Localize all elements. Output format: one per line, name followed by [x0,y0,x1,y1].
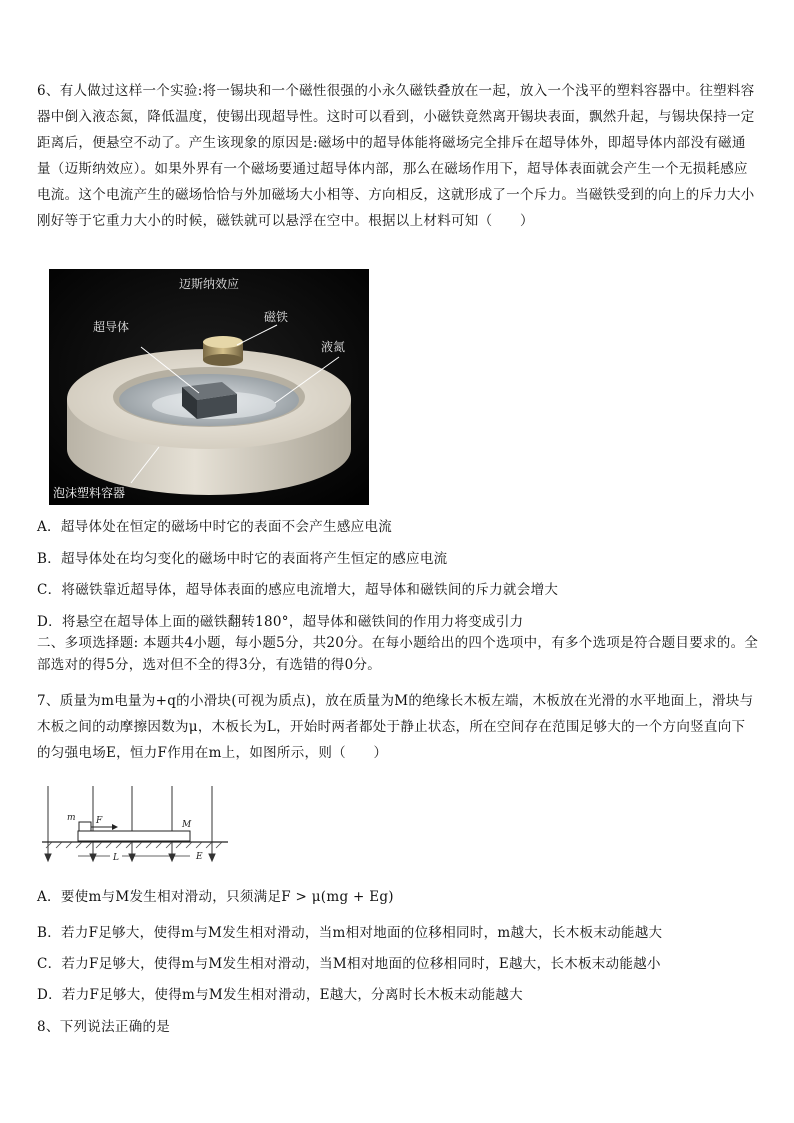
question-7-stem: 7、质量为m电量为+q的小滑块(可视为质点)，放在质量为M的绝缘长木板左端，木板放在光滑的水平地面上，滑块与木板之间的动摩擦因数为μ，木板长为L，开始时两者都处于静止状态，所在空间存在范围足够大的一个方向竖直向下的匀强电场E，恒力F作用在m上，如图所示，则（ ） [37,693,754,761]
meissner-effect-photo [49,269,369,505]
q6-option-d: D．将悬空在超导体上面的磁铁翻转180°，超导体和磁铁间的作用力将变成引力 [37,614,524,630]
label-liquid-nitrogen: 液氮 [321,340,346,354]
label-F: F [96,816,103,826]
label-L: L [113,853,119,863]
q6-option-b: B．超导体处在均匀变化的磁场中时它的表面将产生恒定的感应电流 [37,551,448,567]
label-magnet: 磁铁 [264,310,289,324]
label-E: E [196,852,203,862]
figure-title: 迈斯纳效应 [178,277,240,291]
q7-option-b: B．若力F足够大，使得m与M发生相对滑动，当m相对地面的位移相同时，m越大，长木板末动能越大 [37,925,663,941]
label-superconductor: 超导体 [93,320,130,334]
label-container: 泡沫塑料容器 [53,486,126,500]
sliding-block-diagram [38,784,234,870]
label-m: m [67,813,76,823]
section-2-heading: 二、多项选择题: 本题共4小题，每小题5分，共20分。在每小题给出的四个选项中，有多个选项是符合题目要求的。全部选对的得5分，选对但不全的得3分，有选错的得0分。 [37,635,759,673]
q7-option-d: D．若力F足够大，使得m与M发生相对滑动，E越大，分离时长木板末动能越大 [37,987,523,1003]
q6-option-a: A．超导体处在恒定的磁场中时它的表面不会产生感应电流 [37,519,393,535]
label-M: M [182,820,192,830]
q7-option-a: A．要使m与M发生相对滑动，只须满足F > μ(mg + Eg) [37,889,394,905]
q7-option-c: C．若力F足够大，使得m与M发生相对滑动，当M相对地面的位移相同时，E越大，长木板末动能越小 [37,956,661,972]
question-6-stem: 6、有人做过这样一个实验:将一锡块和一个磁性很强的小永久磁铁叠放在一起，放入一个浅平的塑料容器中。往塑料容器中倒入液态氮，降低温度，使锡出现超导性。这时可以看到，小磁铁竟然离开锡块表面，飘然升起，与锡块保持一定距离后，便悬空不动了。产生该现象的原因是:磁场中的超导体能将磁场完全排斥在超导体外，即超导体内部没有磁通量（迈斯纳效应）。如果外界有一个磁场要通过超导体内部，那么在磁场作用下，超导体表面就会产生一个无损耗感应电流。这个电流产生的磁场恰恰与外加磁场大小相等、方向相反，这就形成了一个斥力。当磁铁受到的向上的斥力大小刚好等于它重力大小的时候，磁铁就可以悬浮在空中。根据以上材料可知（ ） [37,83,755,229]
q6-option-c: C．将磁铁靠近超导体，超导体表面的感应电流增大，超导体和磁铁间的斥力就会增大 [37,582,559,598]
question-8-stem: 8、下列说法正确的是 [37,1019,171,1035]
